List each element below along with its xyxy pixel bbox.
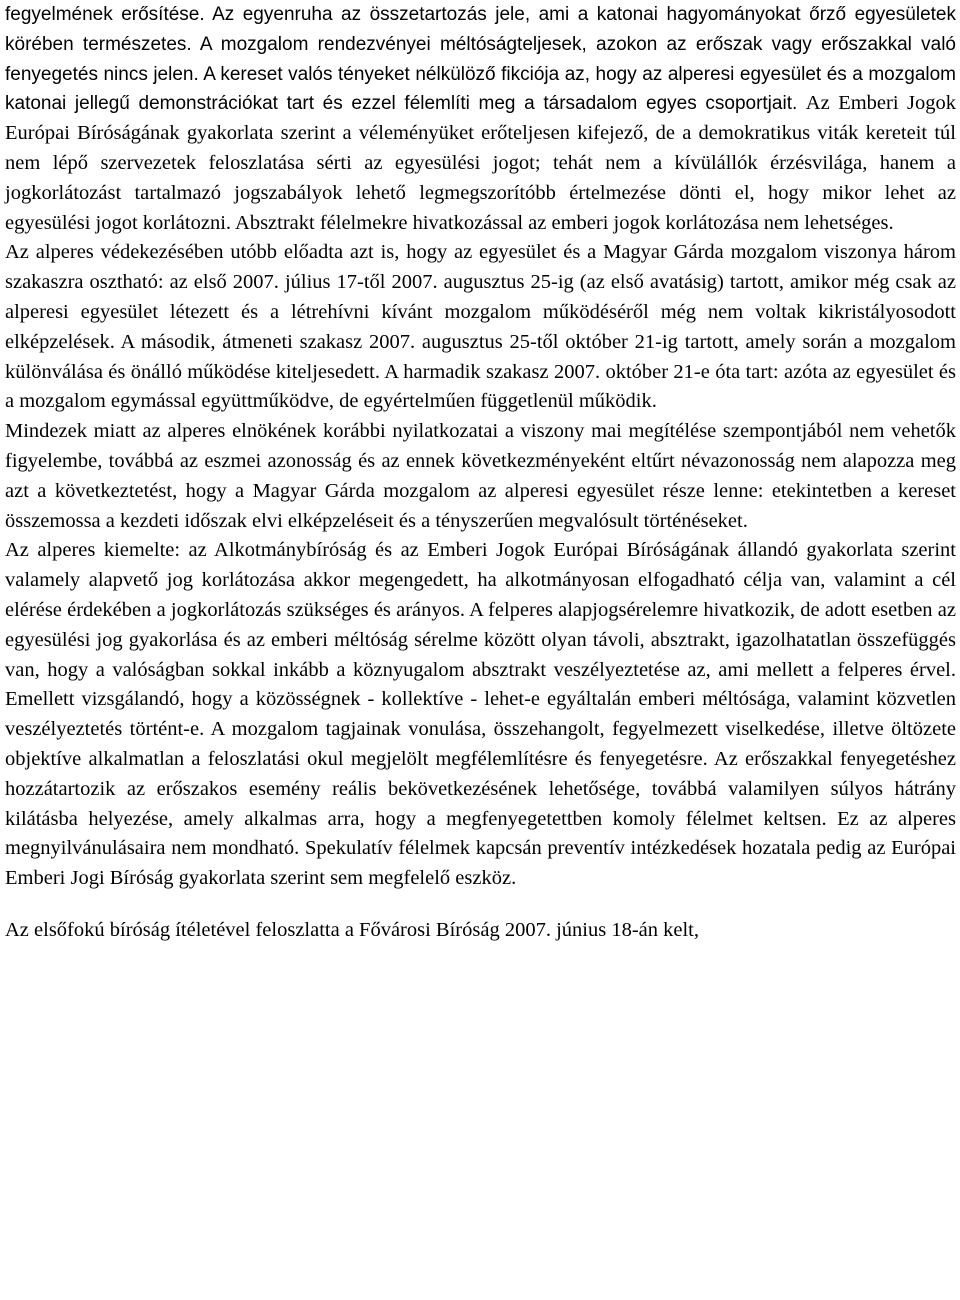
document-page [5,0,956,946]
paragraph-1-text: fegyelmének erősítése. Az egyenruha az összetartozás jele, ami a katonai hagyományokat őrző egyesületek körében természetes. A mozgalom rendezvényei méltóságteljesek, azokon az erőszak vagy erőszakkal való fenyegetés nincs jelen. A kereset valós tényeket nélkülöző fikciója az, hogy az alperesi egyesület és a mozgalom katonai jellegű demonstrációkat tart és ezzel félemlíti meg a társadalom egyes csoportjait. [5,4,956,115]
paragraph-3: Mindezek miatt az alperes elnökének korábbi nyilatkozatai a viszony mai megítélése szempontjából nem vehetők figyelembe, továbbá az eszmei azonosság és az ennek következményeként eltűrt névazonosság nem alapozza meg azt a következtetést, hogy a Magyar Gárda mozgalom az alperesi egyesület része lenne: etekintetben a kereset összemossa a kezdeti időszak elvi elképzeléseit és a tényszerűen megvalósult történéseket. [5,420,956,532]
paragraph-spacer [5,894,956,916]
paragraph-1 [5,0,956,238]
paragraph-2: Az alperes védekezésében utóbb előadta azt is, hogy az egyesület és a Magyar Gárda mozgalom viszonya három szakaszra osztható: az első 2007. július 17-től 2007. augusztus 25-ig (az első avatásig) tartott, amikor még csak az alperesi egyesület létezett és a létrehívni kívánt mozgalom működéséről még nem voltak kikristályosodott elképzelések. A második, átmeneti szakasz 2007. augusztus 25-től október 21-ig tartott, amely során a mozgalom különválása és önálló működése kiteljesedett. A harmadik szakasz 2007. október 21-e óta tart: azóta az egyesület és a mozgalom egymással együttműködve, de egyértelműen függetlenül működik. [5,241,956,413]
paragraph-1-continuation: Az Emberi Jogok Európai Bíróságának gyakorlata szerint a véleményüket erőteljesen kifejező, de a demokratikus viták kereteit túl nem lépő szervezetek feloszlatása sérti az egyesülési jogot; tehát nem a kívülállók érzésvilága, hanem a jogkorlátozást tartalmazó jogszabályok lehető legmegszorítóbb értelmezése dönti el, hogy mikor lehet az egyesülési jogot korlátozni. Absztrakt félelmekre hivatkozással az emberi jogok korlátozása nem lehetséges. [5,92,957,234]
paragraph-4: Az alperes kiemelte: az Alkotmánybíróság és az Emberi Jogok Európai Bíróságának állandó gyakorlata szerint valamely alapvető jog korlátozása akkor megengedett, ha alkotmányosan elfogadható célja van, valamint a cél elérése érdekében a jogkorlátozás szükséges és arányos. A felperes alapjogsérelemre hivatkozik, de adott esetben az egyesülési jog gyakorlása és az emberi méltóság sérelme között olyan távoli, absztrakt, igazolhatatlan összefüggés van, hogy a valóságban sokkal inkább a köznyugalom absztrakt veszélyeztetése az, ami mellett a felperes érvel. Emellett vizsgálandó, hogy a közösségnek - kollektíve - lehet-e egyáltalán emberi méltósága, valamint közvetlen veszélyeztetés történt-e. A mozgalom tagjainak vonulása, összehangolt, fegyelmezett viselkedése, illetve öltözete objektíve alkalmatlan a feloszlatási okul megjelölt megfélemlítésre és fenyegetésre. Az erőszakkal fenyegetéshez hozzátartozik az erőszakos esemény reális bekövetkezésének lehetősége, továbbá valamilyen súlyos hátrány kilátásba helyezése, amely alkalmas arra, hogy a megfenyegetettben komoly félelmet keltsen. Ez az alperes megnyilvánulásaira nem mondható. Spekulatív félelmek kapcsán preventív intézkedések hozatala pedig az Európai Emberi Jogi Bíróság gyakorlata szerint sem megfelelő eszköz. [5,539,956,890]
paragraph-5: Az elsőfokú bíróság ítéletével feloszlatta a Fővárosi Bíróság 2007. június 18-án kelt, [5,918,699,941]
